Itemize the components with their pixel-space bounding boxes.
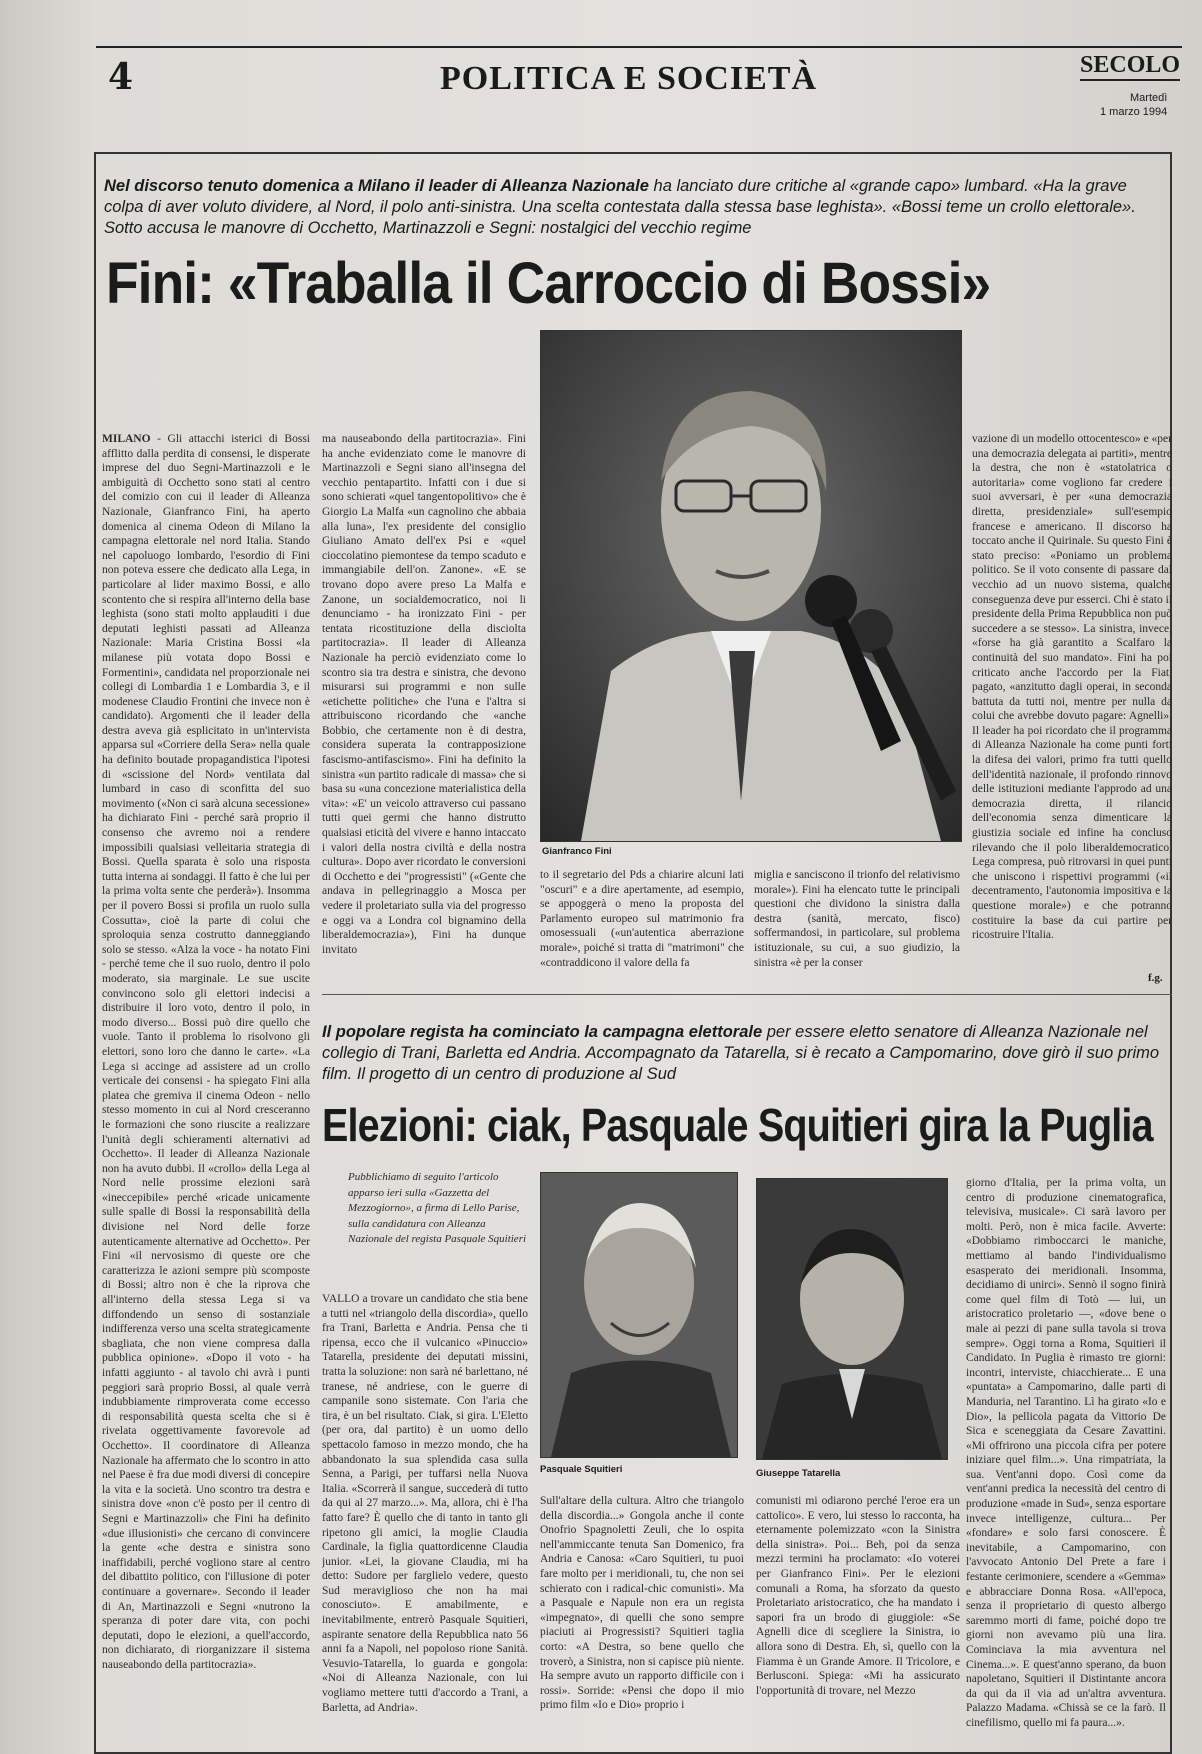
article1-body-col1: - Gli attacchi isterici di Bossi afflitto dalla perdita di consensi, le disperate imprese del duo Segni-Martinazzoli e le ambiguità di Occhetto sono stati al centro del comizio con cui il leader di Alleanza Nazionale, Gianfranco Fini, ha aperto domenica al cinema Odeon di Milano la campagna elettorale nel nord Italia. Stando nel capoluogo lombardo, l'esordio di Fini non poteva essere che dedicato alla Lega, in particolare al lider maximo Bossi, e allo scontento che si respira all'interno della base leghista (sono stati molto applauditi i due deputati leghisti passati ad Alleanza Nazionale: Maria Cristina Bossi «la milanese più votata dopo Bossi e Formentini», candidata nel proporzionale nei collegi di Lombardia 1 e Lombardia 3, e il modenese Claudio Frontini che invece non è candidato). Argomenti che il leader della destra aveva già esplicitato in un'intervista apparsa sul «Corriere della Sera» nella quale ha definito boutade propagandistica l'ipotesi di «scissione del Nord» ventilata dal lumbard in caso di sconfitta del suo movimento («Non ci sarà alcuna secessione» ha dichiarato Fini - perché sarà proprio il consenso che avremo noi a rendere impossibili qualsiasi velleitaria strategia di Bossi. Quella sparata è solo una risposta tutta interna ai sondaggi. Il fatto è che lui per la prima volta sente che perderà»). Insomma per il povero Bossi si profila un ruolo sulla Cossutta», cioè la parte di colui che sproloquia senza costrutto danneggiando solo se stesso. «Alza la voce - ha notato Fini - perché teme che il suo ruolo, dentro il polo moderato, sia marginale. Le sue uscite convincono solo gli elettori indecisi a distribuire il loro voto, dentro il polo, in modo diverso... Bossi può dire quello che vuole. Tanto il problema lo risolvono gli elettori, sono loro che danno le carte». «La Lega si accinge ad assistere ad un crollo verticale dei consensi - ha spiegato Fini alla platea che gremiva il cinema Odeon - nello stesso momento in cui al Nord cresceranno le formazioni che sono riuscite a realizzare l'unità degli schieramenti alternativi ad Occhetto». Il leader di Alleanza Nazionale non ha avuto dubbi. Il «crollo» della Lega al Nord nelle prossime elezioni sarà «ineccepibile» perché «ricade unicamente sulle spalle di Bossi la responsabilità della divisione nel Nord delle forze autenticamente alternative ad Occhetto». Per Fini «il nervosismo di queste ore che caratterizza le azioni sempre più scomposte di Bossi; altro non è che la riprova che all'interno della stessa Lega si va diffondendo un senso di sostanziale indifferenza verso una scelta strategicamente sbagliata, che non viene compresa dalla pubblica opinione». «Dopo il voto - ha infatti aggiunto - al tavolo chi avrà i punti peggiori sarà proprio Bossi, al quale verrà indubbiamente rimproverata come eccesso di responsabilità questa scelta che si è rivelata oggettivamente favorevole ad Occhetto». Il coordinatore di Alleanza Nazionale ha affermato che lo scontro in atto nel Paese è fra due modi diversi di concepire la vita e la società. Uno scontro tra destra e sinistra dove «non c'è posto per il centro di Segni e Martinazzoli» che Fini ha definito «due illusionisti» che cercano di convincere la gente «che destra e sinistra sono inaffidabili, perché vogliono stare al centro del dibattito politico, con l'illusione di poter continuare a governare». Secondo il leader di An, Martinazzoli e Segni «nutrono la speranza di poter dare vita, con pochi deputati, dopo le elezioni, a quell'accordo, non dichiarato, di riorganizzare il sistema nauseabondo della partitocrazia». bbox=[102, 433, 310, 1671]
article2-body-col1: VALLO a trovare un candidato che stia bene a tutti nel «triangolo della discordia», quello fra Trani, Barletta e Andria. Pensa che ti ripensa, ecco che il vulcanico «Pinuccio» Tatarella, presidente dei deputati missini, tratta la soluzione: non sarà né barlettano, né tranese, né andriese, con le guerre di campanile sono sistemate. Con l'aria che tira, è un bel risultato. Ciak, si gira. L'Eletto (per ora, dal partito) è un uomo dello spettacolo famoso in mezzo mondo, che ha abbandonato la sua splendida casa sulla Senna, a Parigi, per tuffarsi nella Nuova Italia. «Scorrerà il sangue, succederà di tutto da qui al 27 marzo...». Ma, allora, chi è l'ha fatto fare? È quello che di tanto in tanto gli ripetono gli amici, la moglie Claudia Cardinale, la figlia quattordicenne Claudia junior. «Lei, la giovane Claudia, mi ha detto: Sudore per farglielo vedere, questo Sud meraviglioso che non ha mai conosciuto». E amabilmente, e inevitabilmente, entrerò Pasquale Squitieri, aspirante senatore della Repubblica nato 56 anni fa a Napoli, nel popoloso rione Sanità. Vesuvio-Tatarella, lo guarda e gongola: «Noi di Alleanza Nazionale, con lui vogliamo mettere tutti d'accordo a Trani, a Barletta, ad Andria». bbox=[322, 1293, 528, 1714]
article1-kicker-text: ha lanciato dure critiche al «grande capo» lumbard. «Ha la grave colpa di aver voluto dividere, al Nord, il polo anti-sinistra. Una scelta contestata dalla stessa base leghista». «Bossi teme un crollo elettorale». Sotto accusa le manovre di Occhetto, Martinazzoli e Segni: nostalgici del vecchio regime bbox=[104, 177, 1136, 237]
article1-headline: Fini: «Traballa il Carroccio di Bossi» bbox=[106, 251, 991, 316]
article2-kicker-lead: Il popolare regista ha cominciato la campagna elettorale bbox=[322, 1023, 763, 1041]
masthead-logo: SECOLO bbox=[1080, 52, 1180, 81]
photo-caption-squitieri: Pasquale Squitieri bbox=[540, 1464, 623, 1475]
page-number: 4 bbox=[108, 56, 134, 98]
article2-body-col4: giorno d'Italia, per la prima volta, un centro di produzione cinematografica, televisiva, musicale». Ci sarà lavoro per molti. Però, non è mica facile. Avverte: «Dobbiamo rimboccarci le maniche, mettiamo al bando l'individualismo esasperato dei meridionali. Insomma, decidiamo di unirci». Sennò il sogno finirà come quel film di Totò — lui, un aristocratico proletario —, «dove bene o male ai pezzi di pane sulla tavola si trova sempre». Oggi torna a Roma, Squitieri il Candidato. In Puglia è rimasto tre giorni: incontri, interviste, chiacchierate... E una «puntata» a Campomarino, dalle parti di Manduria, nel Tarantino. Lì ha girato «Io e Dio», la pellicola pagata da Vittorio De Sica e sceneggiata da Cesare Zavattini. «Mi offrirono una piccola cifra per potere iniziare quel film...». Una rimpatriata, la sua. Vent'anni dopo. Così come da vent'anni predica la necessità del centro di produzione «made in Sud», senza esportare invece intelligenze, cultura... Per «fondare» e solo farsi conoscere. È inevitabile, a Campomarino, con l'avvocato Antonio Del Prete a fare i festante cerimoniere, scendere a «Gemma» e abbracciare Donna Rosa. «All'epoca, senza il proprietario di questo albergo saremmo morti di fame, poiché dopo tre giorni non avevamo più una lira. Cominciava la mia avventura nel Cinema...». E quest'anno sperano, da buon napoletano, Squitieri il Distintante ancora da qui da il via ad un'altra avventura. Palazzo Madama. «Chissà se ce la farò. Il cinefilismo, quello mi fa paura...». bbox=[966, 1177, 1166, 1729]
photo-caption-fini: Gianfranco Fini bbox=[542, 846, 612, 857]
article2-headline: Elezioni: ciak, Pasquale Squitieri gira la Puglia bbox=[322, 1099, 1153, 1151]
photo-giuseppe-tatarella bbox=[756, 1178, 948, 1460]
article1-column-4 bbox=[754, 868, 960, 978]
article2-column-1 bbox=[322, 1292, 528, 1744]
article1-kicker bbox=[104, 176, 1144, 239]
article1-column-2 bbox=[322, 432, 526, 972]
article1-body-col3: to il segretario del Pds a chiarire alcuni lati "oscuri" e a dire apertamente, ad esempio, se appoggerà o meno la proposta del Parlamento europeo sul matrimonio fra omosessuali («un'autentica aberrazione morale», poiché si tratta di "matrimoni" che «contraddicono il valore della fa bbox=[540, 869, 744, 969]
article2-kicker bbox=[322, 1022, 1168, 1085]
article2-column-3 bbox=[756, 1494, 960, 1744]
article1-body-col5: vazione di un modello ottocentesco» e «per una democrazia delegata ai partiti», mentre la destra, che non è «statolatrica o autoritaria» come vogliono far credere i suoi avversari, è per «una democrazia diretta, presidenziale» sull'esempio francese e americano. Il discorso ha toccato anche il Quirinale. Su questo Fini è stato preciso: «Poniamo un problema politico. Se il voto consente di passare dal vecchio ad un nuovo sistema, qualche conseguenza deve pur esserci. Chi è stato il presidente della Prima Repubblica non può succedere a se stesso». La sinistra, invece, «forse ha già garantito a Scalfaro la continuità del suo mandato». Fini ha poi criticato anche l'accordo per la Fiat, pagato, «anzitutto dagli operai, in seconda battuta da tutti noi, mentre per nulla da colui che avrebbe dovuto pagare: Agnelli». Il leader ha poi ricordato che il programma di Alleanza Nazionale ha come punti forti la difesa dei valori, primo fra tutti quello dell'identità nazionale, il profondo rinnovo delle istituzioni mediante l'approdo ad una democrazia diretta, il rilancio dell'economia senza dimenticare la giustizia sociale ed infine ha concluso rilevando che il polo liberaldemocratico, Lega compresa, può ritrovarsi in quei punti che uniscono i rispettivi programmi («il decentramento, l'autonomia impositiva e la questione morale») e che potranno costituire la base da cui partire per ricostruire l'Italia. bbox=[972, 433, 1172, 942]
photo-caption-tatarella: Giuseppe Tatarella bbox=[756, 1468, 841, 1479]
article2-column-2 bbox=[540, 1494, 744, 1744]
publication-date: 1 marzo 1994 bbox=[1100, 106, 1168, 118]
photo-gianfranco-fini bbox=[540, 330, 962, 842]
tatarella-portrait-image bbox=[757, 1179, 947, 1459]
article1-body-col2: ma nauseabondo della partitocrazia». Fini ha anche evidenziato come le manovre di Martinazzoli e Segni siano all'insegna del vecchio pentapartito. Infatti con i due si sono schierati «quel tangentopolitivo» che è Giorgio La Malfa «un cagnolino che abbaia alla luna», l'ex presidente del consiglio Giuliano Amato dell'ex Psi e «quel cioccolatino piemontese da tempo scaduto e immangiabile dell'on. Zanone». «E se trovano dopo avere preso La Malfa e Zanone, un socialdemocratico, noi li denunciamo - ha ironizzato Fini - per tentata ricostituzione della disciolta partitocrazia». Il leader di Alleanza Nazionale ha perciò evidenziato come lo scontro sia tra destra e sinistra, che devono misurarsi sui programmi e non sulle «etichette politiche» che l'una e l'altra si attribuiscono ricordando che «anche Bobbio, che certamente non è di destra, considera superata la contrapposizione fascismo-antifascismo». Fini ha definito la sinistra «un partito radicale di massa» che si basa su «una concezione materialistica della vita»: «E' un veicolo attraverso cui passano tutti quei germi che hanno distrutto qualsiasi eticità del vivere e hanno intaccato i valori della nostra civiltà e della nostra cultura». Dopo aver ricordato le conversioni di Occhetto e dei "progressisti" («Gente che andava in pellegrinaggio a Mosca per vedere il proletariato sulla via del progresso e oggi va a Londra col bignamino della liberaldemocrazia»), Fini ha dunque invitato bbox=[322, 433, 526, 956]
article2-body-col2: Sull'altare della cultura. Altro che triangolo della discordia...» Gongola anche il conte Onofrio Spagnoletti Zeuli, che lo ospita nell'ammiccante tenuta San Domenico, fra Andria e Canosa: «Caro Squitieri, tu puoi fare molto per i meridionali, tu, che non sei schierato con i radical-chic comunisti». Ma a Pasquale e Napule non era un regista «impegnato», di quelli che sono sempre piaciuti ai Progressisti? Squitieri taglia corto: «A Destra, so bene quello che troverò, a Sinistra, non si capisce più niente. Ha sempre avuto un rapporto difficile con i rossi». Sorride: «Pensi che dopo il mio primo film «Io e Dio» proprio i bbox=[540, 1495, 744, 1712]
publication-day: Martedì bbox=[1130, 92, 1168, 104]
article1-kicker-lead: Nel discorso tenuto domenica a Milano il leader di Alleanza Nazionale bbox=[104, 177, 649, 195]
article1-column-5 bbox=[972, 432, 1172, 970]
article2-body-col3: comunisti mi odiarono perché l'eroe era un cattolico». E vero, lui stesso lo racconta, ha eternamente polemizzato «con la Sinistra della sinistra». Poi... Beh, poi da senza mezzi termini ha proclamato: «Io voterei per Gianfranco Fini». Per le elezioni comunali a Roma, ha sforzato da questo Proletariato aristocratico, che ha mandato i sapori fra un brodo di giuggiole: «Se Agnelli dice di scegliere la Sinistra, io allora sono di Destra. Eh, sì, quello con la Fiamma è un Grande Amore. Il Tricolore, e Berlusconi. Spiega: «Mi ha assicurato l'opportunità di trovare, nel Mezzo bbox=[756, 1495, 960, 1697]
article1-signature: f.g. bbox=[1148, 972, 1163, 984]
fini-portrait-image bbox=[541, 331, 961, 841]
article-separator bbox=[322, 994, 1172, 995]
article2-intro: Pubblichiamo di seguito l'articolo apparso ieri sulla «Gazzetta del Mezzogiorno», a firma di Lello Parise, sulla candidatura con Alleanza Nazionale del regista Pasquale Squitieri bbox=[348, 1171, 527, 1245]
article2-column-4 bbox=[966, 1176, 1166, 1744]
article1-body-col4: miglia e sanciscono il trionfo del relativismo morale»). Fini ha elencato tutte le principali questioni che dividono la sinistra dalla destra (sanità, mercato, fisco) soffermandosi, in particolare, sul problema istituzionale, su cui, a suo giudizio, la sinistra «è per la conser bbox=[754, 869, 960, 969]
article1-dateline: MILANO bbox=[102, 433, 151, 445]
header-rule bbox=[96, 46, 1182, 48]
article1-column-1 bbox=[102, 432, 310, 1732]
article1-column-3 bbox=[540, 868, 744, 978]
photo-pasquale-squitieri bbox=[540, 1172, 738, 1458]
article2-kicker-text: per essere eletto senatore di Alleanza Nazionale nel collegio di Trani, Barletta ed Andria. Accompagnato da Tatarella, si è recato a Campomarino, dove girò il suo primo film. Il progetto di un centro di produzione al Sud bbox=[322, 1023, 1160, 1083]
squitieri-portrait-image bbox=[541, 1173, 737, 1457]
section-title: POLITICA E SOCIETÀ bbox=[440, 60, 817, 97]
